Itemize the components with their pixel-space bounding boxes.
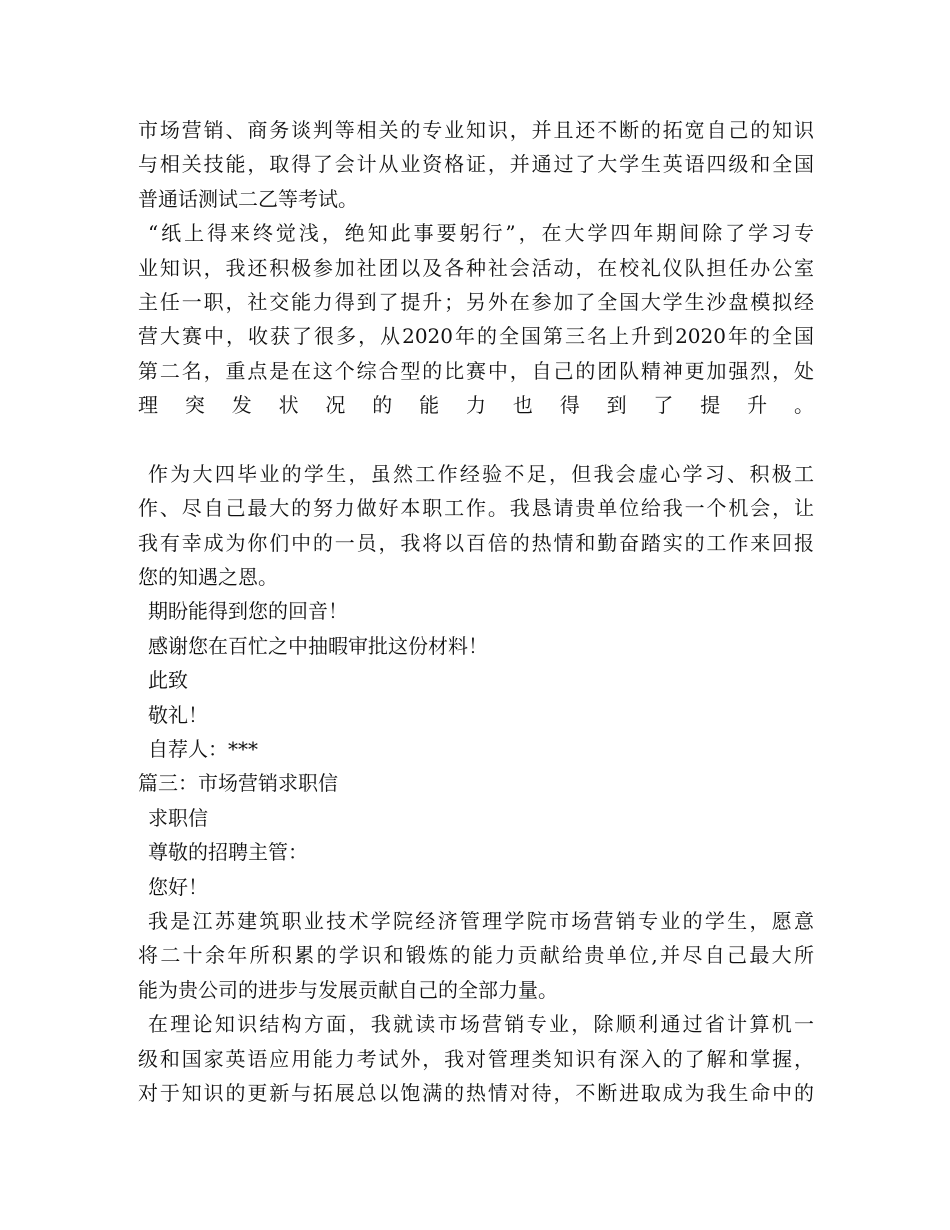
text-line: “纸上得来终觉浅，绝知此事要躬行”，在大学四年期间除了学习专 bbox=[148, 221, 814, 246]
text-line bbox=[138, 423, 814, 457]
text-line: 业知识，我还积极参加社团以及各种社会活动，在校礼仪队担任办公室 bbox=[138, 255, 814, 280]
paragraph-commitment bbox=[138, 457, 814, 595]
text-line: 对于知识的更新与拓展总以饱满的热情对待，不断进取成为我生命中的 bbox=[138, 1080, 814, 1105]
closing-regards: 敬礼！ bbox=[148, 702, 208, 727]
paragraph-introduction bbox=[138, 904, 814, 1007]
text-line: 市场营销、商务谈判等相关的专业知识，并且还不断的拓宽自己的知识 bbox=[138, 118, 814, 142]
text-line: 第二名，重点是在这个综合型的比赛中，自己的团队精神更加强烈，处 bbox=[138, 358, 814, 383]
closing-hope: 期盼能得到您的回音！ bbox=[148, 599, 348, 624]
section-heading: 篇三：市场营销求职信 bbox=[138, 771, 338, 796]
text-line: 级和国家英语应用能力考试外，我对管理类知识有深入的了解和掌握， bbox=[138, 1046, 814, 1071]
signature-line: 自荐人：*** bbox=[148, 737, 258, 762]
paragraph-activities bbox=[138, 216, 814, 457]
text-line: 我有幸成为你们中的一员，我将以百倍的热情和勤奋踏实的工作来回报 bbox=[138, 530, 814, 555]
text-line: 您的知遇之恩。 bbox=[138, 565, 278, 590]
paragraph-skills bbox=[138, 113, 814, 216]
letter-greeting: 尊敬的招聘主管： bbox=[148, 840, 308, 865]
text-line: 理突发状况的能力也得到了提升。 bbox=[138, 393, 814, 418]
document-page bbox=[138, 113, 814, 1110]
text-line: 普通话测试二乙等考试。 bbox=[138, 186, 358, 211]
letter-title: 求职信 bbox=[148, 805, 208, 830]
text-line: 与相关技能，取得了会计从业资格证，并通过了大学生英语四级和全国 bbox=[138, 152, 814, 177]
text-line: 作、尽自己最大的努力做好本职工作。我恳请贵单位给我一个机会，让 bbox=[138, 496, 814, 521]
text-line: 营大赛中，收获了很多，从2020年的全国第三名上升到2020年的全国 bbox=[138, 324, 814, 349]
text-line: 作为大四毕业的学生，虽然工作经验不足，但我会虚心学习、积极工 bbox=[148, 461, 814, 486]
text-line: 能为贵公司的进步与发展贡献自己的全部力量。 bbox=[138, 977, 558, 1002]
closing-thanks: 感谢您在百忙之中抽暇审批这份材料！ bbox=[148, 633, 488, 658]
letter-hello: 您好！ bbox=[148, 874, 208, 899]
text-line: 将二十余年所积累的学识和锻炼的能力贡献给贵单位,并尽自己最大所 bbox=[138, 943, 814, 968]
paragraph-knowledge bbox=[138, 1007, 814, 1110]
text-line: 我是江苏建筑职业技术学院经济管理学院市场营销专业的学生，愿意 bbox=[148, 908, 814, 933]
closing-salutation: 此致 bbox=[148, 668, 188, 693]
text-line: 主任一职，社交能力得到了提升；另外在参加了全国大学生沙盘模拟经 bbox=[138, 289, 814, 314]
text-line: 在理论知识结构方面，我就读市场营销专业，除顺利通过省计算机一 bbox=[148, 1012, 814, 1037]
